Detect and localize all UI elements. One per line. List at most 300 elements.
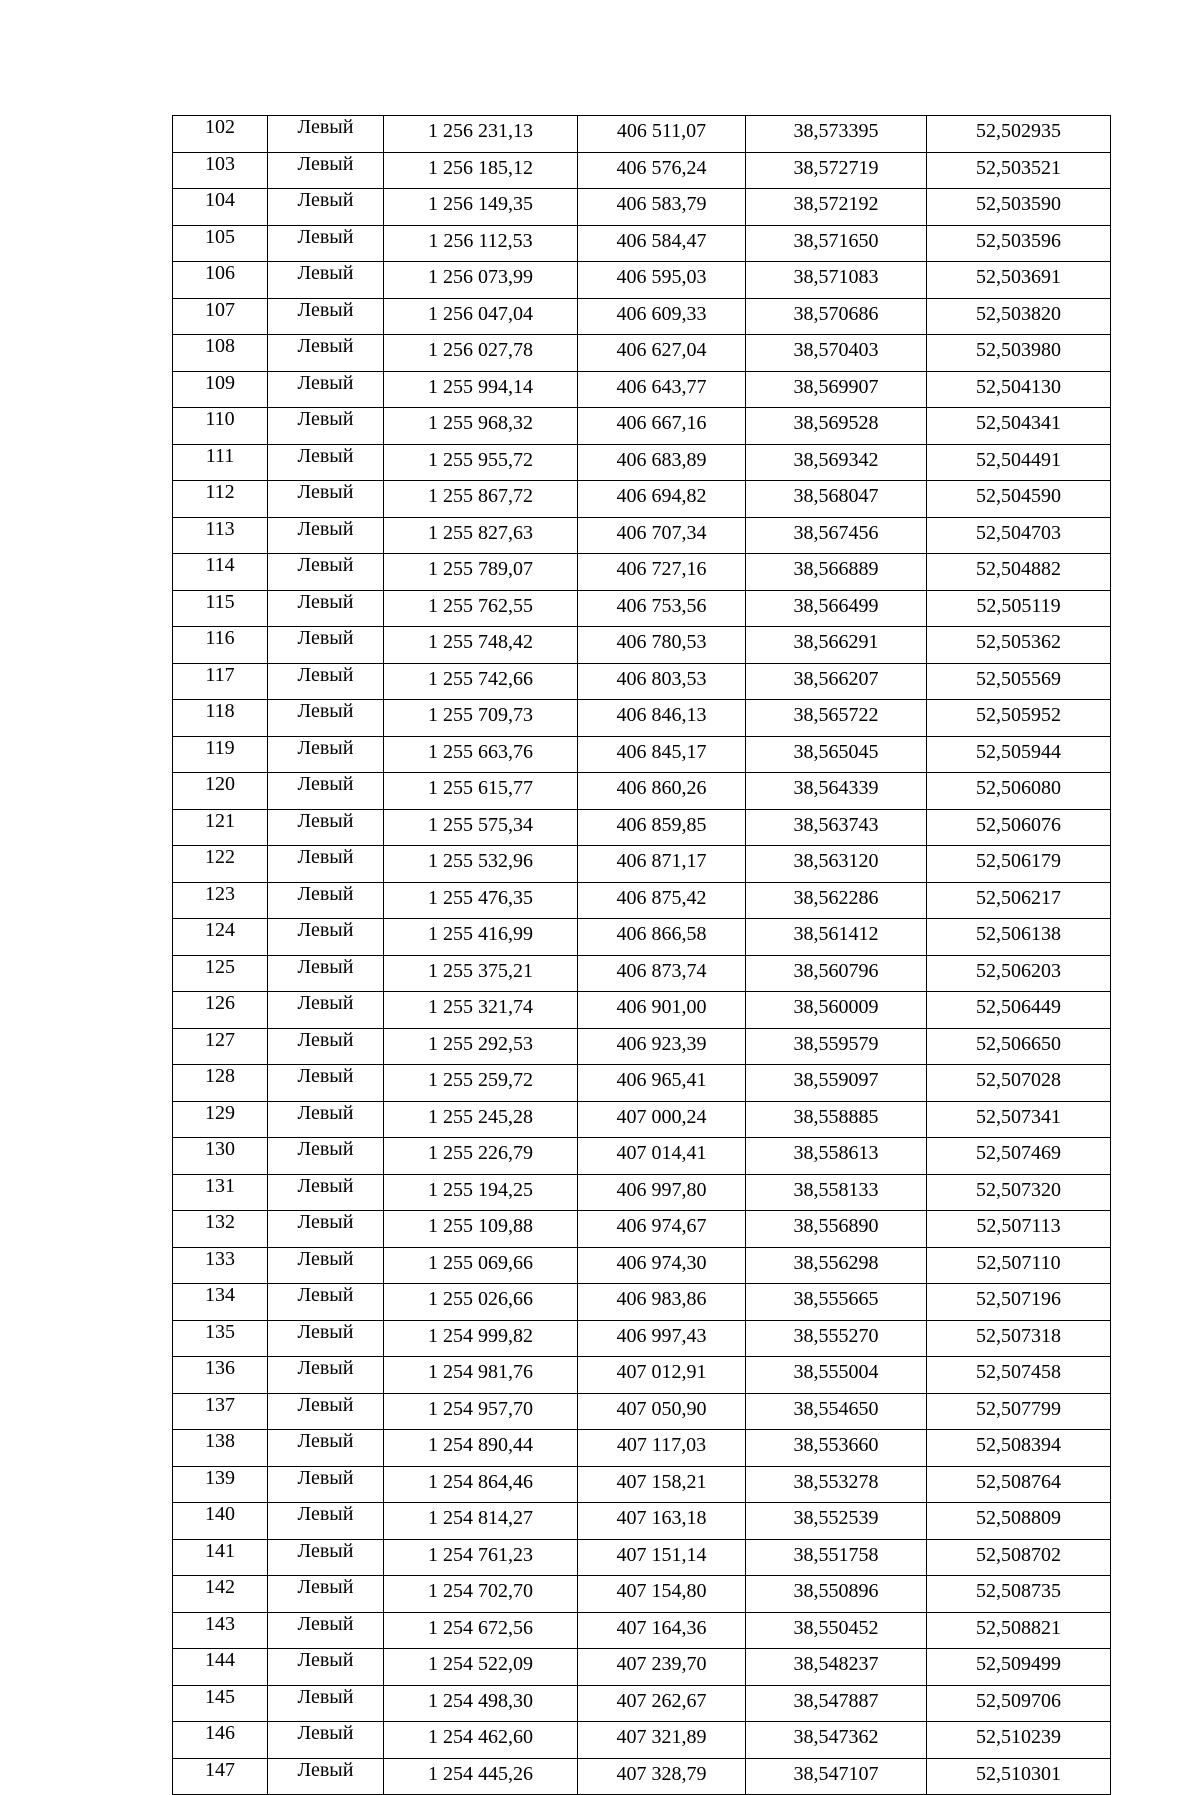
point-number-cell: 146 <box>173 1722 268 1759</box>
point-number-cell: 137 <box>173 1393 268 1430</box>
side-cell: Левый <box>268 1101 384 1138</box>
point-number-cell: 122 <box>173 846 268 883</box>
y-coordinate-cell: 406 901,00 <box>578 992 746 1029</box>
latitude-cell: 52,507196 <box>927 1284 1111 1321</box>
longitude-cell: 38,547887 <box>746 1685 927 1722</box>
y-coordinate-cell: 406 860,26 <box>578 773 746 810</box>
longitude-cell: 38,566291 <box>746 627 927 664</box>
table-row <box>173 1393 1111 1430</box>
side-cell: Левый <box>268 1758 384 1795</box>
latitude-cell: 52,507469 <box>927 1138 1111 1175</box>
point-number-cell: 128 <box>173 1065 268 1102</box>
longitude-cell: 38,567456 <box>746 517 927 554</box>
point-number-cell: 133 <box>173 1247 268 1284</box>
point-number-cell: 138 <box>173 1430 268 1467</box>
side-cell: Левый <box>268 1503 384 1540</box>
x-coordinate-cell: 1 255 867,72 <box>384 481 578 518</box>
x-coordinate-cell: 1 255 476,35 <box>384 882 578 919</box>
point-number-cell: 126 <box>173 992 268 1029</box>
table-row <box>173 1138 1111 1175</box>
longitude-cell: 38,552539 <box>746 1503 927 1540</box>
point-number-cell: 129 <box>173 1101 268 1138</box>
table-row <box>173 1028 1111 1065</box>
table-row <box>173 1101 1111 1138</box>
x-coordinate-cell: 1 255 292,53 <box>384 1028 578 1065</box>
table-row <box>173 1722 1111 1759</box>
latitude-cell: 52,507341 <box>927 1101 1111 1138</box>
longitude-cell: 38,570403 <box>746 335 927 372</box>
side-cell: Левый <box>268 1576 384 1613</box>
x-coordinate-cell: 1 254 981,76 <box>384 1357 578 1394</box>
y-coordinate-cell: 406 694,82 <box>578 481 746 518</box>
latitude-cell: 52,506138 <box>927 919 1111 956</box>
side-cell: Левый <box>268 919 384 956</box>
longitude-cell: 38,558885 <box>746 1101 927 1138</box>
side-cell: Левый <box>268 955 384 992</box>
y-coordinate-cell: 407 117,03 <box>578 1430 746 1467</box>
point-number-cell: 120 <box>173 773 268 810</box>
longitude-cell: 38,566207 <box>746 663 927 700</box>
table-row <box>173 590 1111 627</box>
latitude-cell: 52,504130 <box>927 371 1111 408</box>
table-row <box>173 627 1111 664</box>
longitude-cell: 38,571650 <box>746 225 927 262</box>
y-coordinate-cell: 406 627,04 <box>578 335 746 372</box>
longitude-cell: 38,569342 <box>746 444 927 481</box>
y-coordinate-cell: 406 511,07 <box>578 116 746 153</box>
side-cell: Левый <box>268 408 384 445</box>
longitude-cell: 38,566499 <box>746 590 927 627</box>
longitude-cell: 38,570686 <box>746 298 927 335</box>
y-coordinate-cell: 407 321,89 <box>578 1722 746 1759</box>
point-number-cell: 123 <box>173 882 268 919</box>
x-coordinate-cell: 1 255 532,96 <box>384 846 578 883</box>
side-cell: Левый <box>268 846 384 883</box>
table-row <box>173 152 1111 189</box>
side-cell: Левый <box>268 1393 384 1430</box>
table-row <box>173 371 1111 408</box>
y-coordinate-cell: 406 997,80 <box>578 1174 746 1211</box>
table-row <box>173 408 1111 445</box>
point-number-cell: 103 <box>173 152 268 189</box>
latitude-cell: 52,506650 <box>927 1028 1111 1065</box>
side-cell: Левый <box>268 554 384 591</box>
x-coordinate-cell: 1 255 615,77 <box>384 773 578 810</box>
point-number-cell: 130 <box>173 1138 268 1175</box>
x-coordinate-cell: 1 255 259,72 <box>384 1065 578 1102</box>
table-row <box>173 846 1111 883</box>
x-coordinate-cell: 1 254 522,09 <box>384 1649 578 1686</box>
latitude-cell: 52,507113 <box>927 1211 1111 1248</box>
side-cell: Левый <box>268 1430 384 1467</box>
longitude-cell: 38,556890 <box>746 1211 927 1248</box>
x-coordinate-cell: 1 254 702,70 <box>384 1576 578 1613</box>
longitude-cell: 38,560796 <box>746 955 927 992</box>
latitude-cell: 52,504341 <box>927 408 1111 445</box>
y-coordinate-cell: 406 584,47 <box>578 225 746 262</box>
y-coordinate-cell: 406 667,16 <box>578 408 746 445</box>
latitude-cell: 52,506217 <box>927 882 1111 919</box>
latitude-cell: 52,509499 <box>927 1649 1111 1686</box>
side-cell: Левый <box>268 1466 384 1503</box>
x-coordinate-cell: 1 255 069,66 <box>384 1247 578 1284</box>
longitude-cell: 38,555270 <box>746 1320 927 1357</box>
table-row <box>173 773 1111 810</box>
point-number-cell: 104 <box>173 189 268 226</box>
side-cell: Левый <box>268 590 384 627</box>
table-row <box>173 1466 1111 1503</box>
point-number-cell: 135 <box>173 1320 268 1357</box>
longitude-cell: 38,573395 <box>746 116 927 153</box>
y-coordinate-cell: 406 923,39 <box>578 1028 746 1065</box>
longitude-cell: 38,559097 <box>746 1065 927 1102</box>
y-coordinate-cell: 407 239,70 <box>578 1649 746 1686</box>
point-number-cell: 105 <box>173 225 268 262</box>
latitude-cell: 52,504882 <box>927 554 1111 591</box>
side-cell: Левый <box>268 481 384 518</box>
longitude-cell: 38,566889 <box>746 554 927 591</box>
longitude-cell: 38,553660 <box>746 1430 927 1467</box>
longitude-cell: 38,550896 <box>746 1576 927 1613</box>
y-coordinate-cell: 406 974,30 <box>578 1247 746 1284</box>
longitude-cell: 38,572719 <box>746 152 927 189</box>
point-number-cell: 118 <box>173 700 268 737</box>
x-coordinate-cell: 1 256 027,78 <box>384 335 578 372</box>
point-number-cell: 127 <box>173 1028 268 1065</box>
side-cell: Левый <box>268 116 384 153</box>
x-coordinate-cell: 1 255 994,14 <box>384 371 578 408</box>
longitude-cell: 38,550452 <box>746 1612 927 1649</box>
longitude-cell: 38,565722 <box>746 700 927 737</box>
y-coordinate-cell: 406 846,13 <box>578 700 746 737</box>
latitude-cell: 52,508764 <box>927 1466 1111 1503</box>
side-cell: Левый <box>268 298 384 335</box>
point-number-cell: 107 <box>173 298 268 335</box>
table-row <box>173 663 1111 700</box>
side-cell: Левый <box>268 1612 384 1649</box>
longitude-cell: 38,547107 <box>746 1758 927 1795</box>
table-row <box>173 1357 1111 1394</box>
side-cell: Левый <box>268 1284 384 1321</box>
x-coordinate-cell: 1 254 672,56 <box>384 1612 578 1649</box>
side-cell: Левый <box>268 517 384 554</box>
x-coordinate-cell: 1 255 955,72 <box>384 444 578 481</box>
y-coordinate-cell: 406 583,79 <box>578 189 746 226</box>
side-cell: Левый <box>268 736 384 773</box>
table-row <box>173 444 1111 481</box>
point-number-cell: 124 <box>173 919 268 956</box>
y-coordinate-cell: 406 753,56 <box>578 590 746 627</box>
table-row <box>173 1211 1111 1248</box>
longitude-cell: 38,558133 <box>746 1174 927 1211</box>
longitude-cell: 38,569907 <box>746 371 927 408</box>
side-cell: Левый <box>268 1539 384 1576</box>
x-coordinate-cell: 1 256 231,13 <box>384 116 578 153</box>
side-cell: Левый <box>268 1320 384 1357</box>
y-coordinate-cell: 407 163,18 <box>578 1503 746 1540</box>
y-coordinate-cell: 406 871,17 <box>578 846 746 883</box>
latitude-cell: 52,505119 <box>927 590 1111 627</box>
table-row <box>173 1576 1111 1613</box>
table-row <box>173 335 1111 372</box>
longitude-cell: 38,558613 <box>746 1138 927 1175</box>
table-row <box>173 481 1111 518</box>
x-coordinate-cell: 1 255 709,73 <box>384 700 578 737</box>
latitude-cell: 52,507028 <box>927 1065 1111 1102</box>
y-coordinate-cell: 406 965,41 <box>578 1065 746 1102</box>
side-cell: Левый <box>268 773 384 810</box>
side-cell: Левый <box>268 225 384 262</box>
coordinates-table-body <box>173 116 1111 1795</box>
x-coordinate-cell: 1 255 226,79 <box>384 1138 578 1175</box>
point-number-cell: 139 <box>173 1466 268 1503</box>
latitude-cell: 52,505944 <box>927 736 1111 773</box>
table-row <box>173 1503 1111 1540</box>
y-coordinate-cell: 407 262,67 <box>578 1685 746 1722</box>
latitude-cell: 52,505362 <box>927 627 1111 664</box>
side-cell: Левый <box>268 1685 384 1722</box>
latitude-cell: 52,503590 <box>927 189 1111 226</box>
table-row <box>173 225 1111 262</box>
x-coordinate-cell: 1 255 245,28 <box>384 1101 578 1138</box>
coordinates-table <box>172 115 1111 1795</box>
y-coordinate-cell: 407 050,90 <box>578 1393 746 1430</box>
point-number-cell: 131 <box>173 1174 268 1211</box>
x-coordinate-cell: 1 254 462,60 <box>384 1722 578 1759</box>
longitude-cell: 38,564339 <box>746 773 927 810</box>
point-number-cell: 142 <box>173 1576 268 1613</box>
longitude-cell: 38,563743 <box>746 809 927 846</box>
x-coordinate-cell: 1 256 047,04 <box>384 298 578 335</box>
x-coordinate-cell: 1 255 827,63 <box>384 517 578 554</box>
point-number-cell: 111 <box>173 444 268 481</box>
latitude-cell: 52,503980 <box>927 335 1111 372</box>
point-number-cell: 121 <box>173 809 268 846</box>
longitude-cell: 38,560009 <box>746 992 927 1029</box>
point-number-cell: 113 <box>173 517 268 554</box>
longitude-cell: 38,569528 <box>746 408 927 445</box>
x-coordinate-cell: 1 255 416,99 <box>384 919 578 956</box>
y-coordinate-cell: 407 000,24 <box>578 1101 746 1138</box>
table-row <box>173 298 1111 335</box>
side-cell: Левый <box>268 1247 384 1284</box>
y-coordinate-cell: 406 727,16 <box>578 554 746 591</box>
point-number-cell: 117 <box>173 663 268 700</box>
side-cell: Левый <box>268 882 384 919</box>
longitude-cell: 38,565045 <box>746 736 927 773</box>
y-coordinate-cell: 407 151,14 <box>578 1539 746 1576</box>
side-cell: Левый <box>268 1065 384 1102</box>
table-row <box>173 262 1111 299</box>
table-row <box>173 1320 1111 1357</box>
x-coordinate-cell: 1 254 445,26 <box>384 1758 578 1795</box>
point-number-cell: 143 <box>173 1612 268 1649</box>
x-coordinate-cell: 1 255 762,55 <box>384 590 578 627</box>
longitude-cell: 38,572192 <box>746 189 927 226</box>
longitude-cell: 38,555004 <box>746 1357 927 1394</box>
longitude-cell: 38,555665 <box>746 1284 927 1321</box>
y-coordinate-cell: 406 683,89 <box>578 444 746 481</box>
point-number-cell: 147 <box>173 1758 268 1795</box>
latitude-cell: 52,508809 <box>927 1503 1111 1540</box>
x-coordinate-cell: 1 255 742,66 <box>384 663 578 700</box>
table-row <box>173 809 1111 846</box>
y-coordinate-cell: 406 707,34 <box>578 517 746 554</box>
x-coordinate-cell: 1 256 112,53 <box>384 225 578 262</box>
y-coordinate-cell: 406 643,77 <box>578 371 746 408</box>
longitude-cell: 38,551758 <box>746 1539 927 1576</box>
point-number-cell: 141 <box>173 1539 268 1576</box>
y-coordinate-cell: 407 014,41 <box>578 1138 746 1175</box>
side-cell: Левый <box>268 992 384 1029</box>
table-row <box>173 1247 1111 1284</box>
y-coordinate-cell: 407 164,36 <box>578 1612 746 1649</box>
y-coordinate-cell: 406 859,85 <box>578 809 746 846</box>
latitude-cell: 52,509706 <box>927 1685 1111 1722</box>
side-cell: Левый <box>268 262 384 299</box>
x-coordinate-cell: 1 254 999,82 <box>384 1320 578 1357</box>
x-coordinate-cell: 1 254 957,70 <box>384 1393 578 1430</box>
side-cell: Левый <box>268 1211 384 1248</box>
side-cell: Левый <box>268 1722 384 1759</box>
table-row <box>173 1284 1111 1321</box>
latitude-cell: 52,506449 <box>927 992 1111 1029</box>
longitude-cell: 38,563120 <box>746 846 927 883</box>
longitude-cell: 38,553278 <box>746 1466 927 1503</box>
longitude-cell: 38,561412 <box>746 919 927 956</box>
latitude-cell: 52,503691 <box>927 262 1111 299</box>
latitude-cell: 52,510301 <box>927 1758 1111 1795</box>
side-cell: Левый <box>268 189 384 226</box>
table-row <box>173 1174 1111 1211</box>
latitude-cell: 52,506076 <box>927 809 1111 846</box>
latitude-cell: 52,506179 <box>927 846 1111 883</box>
latitude-cell: 52,508394 <box>927 1430 1111 1467</box>
x-coordinate-cell: 1 254 890,44 <box>384 1430 578 1467</box>
point-number-cell: 132 <box>173 1211 268 1248</box>
x-coordinate-cell: 1 254 814,27 <box>384 1503 578 1540</box>
y-coordinate-cell: 406 595,03 <box>578 262 746 299</box>
y-coordinate-cell: 406 609,33 <box>578 298 746 335</box>
point-number-cell: 116 <box>173 627 268 664</box>
latitude-cell: 52,508735 <box>927 1576 1111 1613</box>
side-cell: Левый <box>268 627 384 664</box>
point-number-cell: 110 <box>173 408 268 445</box>
table-row <box>173 1649 1111 1686</box>
y-coordinate-cell: 406 845,17 <box>578 736 746 773</box>
side-cell: Левый <box>268 809 384 846</box>
latitude-cell: 52,508702 <box>927 1539 1111 1576</box>
x-coordinate-cell: 1 255 109,88 <box>384 1211 578 1248</box>
x-coordinate-cell: 1 255 375,21 <box>384 955 578 992</box>
longitude-cell: 38,559579 <box>746 1028 927 1065</box>
x-coordinate-cell: 1 255 748,42 <box>384 627 578 664</box>
point-number-cell: 102 <box>173 116 268 153</box>
table-row <box>173 189 1111 226</box>
latitude-cell: 52,508821 <box>927 1612 1111 1649</box>
latitude-cell: 52,507799 <box>927 1393 1111 1430</box>
longitude-cell: 38,548237 <box>746 1649 927 1686</box>
latitude-cell: 52,505569 <box>927 663 1111 700</box>
side-cell: Левый <box>268 1028 384 1065</box>
x-coordinate-cell: 1 255 321,74 <box>384 992 578 1029</box>
x-coordinate-cell: 1 254 864,46 <box>384 1466 578 1503</box>
table-row <box>173 882 1111 919</box>
latitude-cell: 52,505952 <box>927 700 1111 737</box>
table-row <box>173 955 1111 992</box>
side-cell: Левый <box>268 700 384 737</box>
table-row <box>173 992 1111 1029</box>
y-coordinate-cell: 406 803,53 <box>578 663 746 700</box>
x-coordinate-cell: 1 255 026,66 <box>384 1284 578 1321</box>
x-coordinate-cell: 1 255 575,34 <box>384 809 578 846</box>
longitude-cell: 38,568047 <box>746 481 927 518</box>
latitude-cell: 52,503596 <box>927 225 1111 262</box>
latitude-cell: 52,507110 <box>927 1247 1111 1284</box>
y-coordinate-cell: 406 780,53 <box>578 627 746 664</box>
point-number-cell: 115 <box>173 590 268 627</box>
latitude-cell: 52,506080 <box>927 773 1111 810</box>
table-row <box>173 517 1111 554</box>
x-coordinate-cell: 1 255 968,32 <box>384 408 578 445</box>
latitude-cell: 52,506203 <box>927 955 1111 992</box>
y-coordinate-cell: 406 875,42 <box>578 882 746 919</box>
table-row <box>173 1430 1111 1467</box>
side-cell: Левый <box>268 335 384 372</box>
table-row <box>173 1612 1111 1649</box>
longitude-cell: 38,556298 <box>746 1247 927 1284</box>
point-number-cell: 114 <box>173 554 268 591</box>
latitude-cell: 52,504703 <box>927 517 1111 554</box>
side-cell: Левый <box>268 1357 384 1394</box>
side-cell: Левый <box>268 1174 384 1211</box>
y-coordinate-cell: 407 158,21 <box>578 1466 746 1503</box>
latitude-cell: 52,503820 <box>927 298 1111 335</box>
latitude-cell: 52,502935 <box>927 116 1111 153</box>
latitude-cell: 52,507320 <box>927 1174 1111 1211</box>
y-coordinate-cell: 407 328,79 <box>578 1758 746 1795</box>
y-coordinate-cell: 406 997,43 <box>578 1320 746 1357</box>
longitude-cell: 38,562286 <box>746 882 927 919</box>
table-row <box>173 736 1111 773</box>
table-row <box>173 1758 1111 1795</box>
table-row <box>173 116 1111 153</box>
side-cell: Левый <box>268 1649 384 1686</box>
y-coordinate-cell: 406 983,86 <box>578 1284 746 1321</box>
x-coordinate-cell: 1 255 789,07 <box>384 554 578 591</box>
x-coordinate-cell: 1 254 761,23 <box>384 1539 578 1576</box>
point-number-cell: 136 <box>173 1357 268 1394</box>
x-coordinate-cell: 1 254 498,30 <box>384 1685 578 1722</box>
y-coordinate-cell: 407 012,91 <box>578 1357 746 1394</box>
point-number-cell: 106 <box>173 262 268 299</box>
x-coordinate-cell: 1 256 185,12 <box>384 152 578 189</box>
longitude-cell: 38,554650 <box>746 1393 927 1430</box>
table-row <box>173 554 1111 591</box>
point-number-cell: 125 <box>173 955 268 992</box>
point-number-cell: 145 <box>173 1685 268 1722</box>
point-number-cell: 140 <box>173 1503 268 1540</box>
point-number-cell: 108 <box>173 335 268 372</box>
latitude-cell: 52,510239 <box>927 1722 1111 1759</box>
y-coordinate-cell: 406 974,67 <box>578 1211 746 1248</box>
x-coordinate-cell: 1 255 663,76 <box>384 736 578 773</box>
table-row <box>173 1685 1111 1722</box>
table-row <box>173 1065 1111 1102</box>
y-coordinate-cell: 406 866,58 <box>578 919 746 956</box>
latitude-cell: 52,507318 <box>927 1320 1111 1357</box>
table-row <box>173 1539 1111 1576</box>
